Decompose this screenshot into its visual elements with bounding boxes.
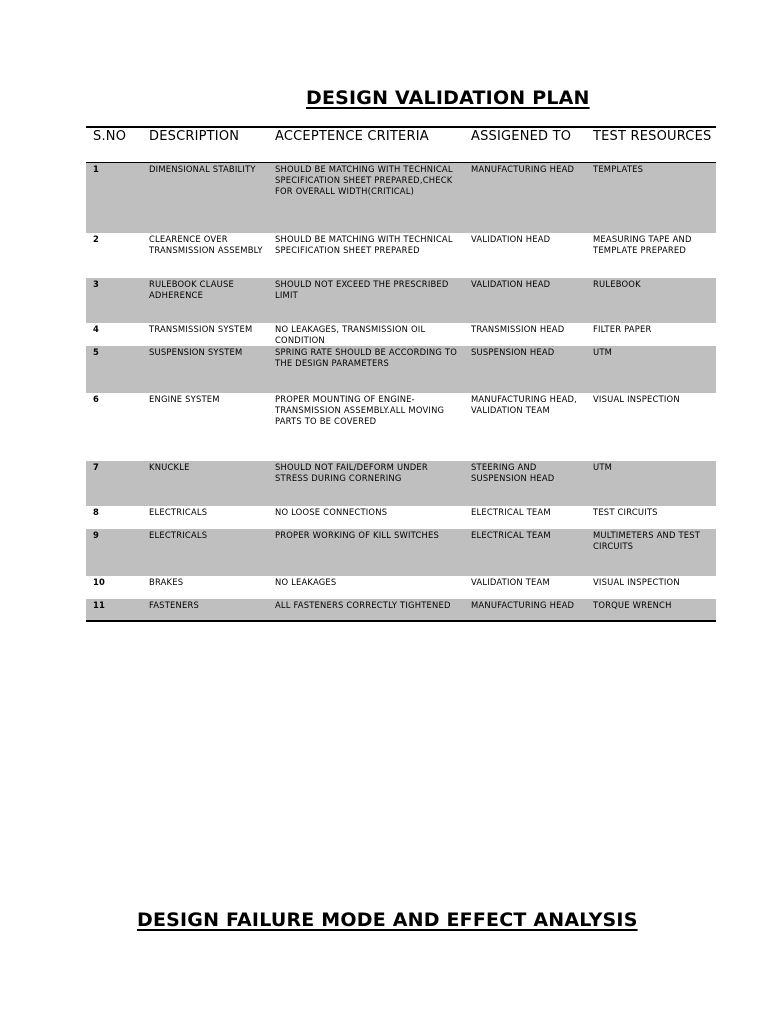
row-description: RULEBOOK CLAUSE ADHERENCE [142, 278, 268, 323]
row-test-resources: TEMPLATES [586, 163, 716, 233]
table-row [86, 506, 716, 529]
row-acceptance-criteria: SHOULD BE MATCHING WITH TECHNICAL SPECIFICATION SHEET PREPARED [275, 233, 453, 255]
row-assigned-to: ELECTRICAL TEAM [464, 529, 586, 576]
table-row [86, 233, 716, 278]
row-assigned-to: MANUFACTURING HEAD, VALIDATION TEAM [471, 393, 578, 415]
table-row [86, 393, 716, 461]
row-assigned-to: ELECTRICAL TEAM [471, 506, 551, 517]
row-description: SUSPENSION SYSTEM [142, 346, 268, 393]
row-test-resources: TORQUE WRENCH [586, 599, 716, 621]
row-assigned-to: VALIDATION HEAD [471, 233, 551, 244]
row-test-resources: UTM [586, 346, 716, 393]
row-acceptance-criteria: SHOULD NOT EXCEED THE PRESCRIBED LIMIT [268, 278, 464, 323]
row-description: ELECTRICALS [149, 506, 208, 517]
row-sno: 2 [93, 233, 100, 244]
row-sno: 9 [86, 529, 142, 576]
row-assigned-to: SUSPENSION HEAD [464, 346, 586, 393]
row-description: FASTENERS [142, 599, 268, 621]
row-sno: 8 [93, 506, 100, 517]
row-description: ELECTRICALS [142, 529, 268, 576]
row-sno: 5 [86, 346, 142, 393]
row-sno: 3 [86, 278, 142, 323]
row-sno: 10 [93, 576, 106, 587]
table-row [86, 529, 716, 576]
header-assigned-to: ASSIGENED TO [464, 127, 586, 163]
row-assigned-to: STEERING AND SUSPENSION HEAD [464, 461, 586, 506]
row-acceptance-criteria: PROPER WORKING OF KILL SWITCHES [268, 529, 464, 576]
table-row [86, 461, 716, 506]
row-description: ENGINE SYSTEM [149, 393, 220, 404]
row-test-resources: MULTIMETERS AND TEST CIRCUITS [586, 529, 716, 576]
row-test-resources: UTM [586, 461, 716, 506]
row-test-resources: VISUAL INSPECTION [593, 576, 680, 587]
row-sno: 6 [93, 393, 100, 404]
table-row [86, 163, 716, 233]
row-assigned-to: TRANSMISSION HEAD [471, 323, 565, 334]
row-test-resources: TEST CIRCUITS [593, 506, 658, 517]
row-acceptance-criteria: ALL FASTENERS CORRECTLY TIGHTENED [268, 599, 464, 621]
row-assigned-to: MANUFACTURING HEAD [464, 599, 586, 621]
row-description: TRANSMISSION SYSTEM [149, 323, 253, 334]
row-description: CLEARENCE OVER TRANSMISSION ASSEMBLY [149, 233, 263, 255]
table-row [86, 576, 716, 599]
table-row [86, 323, 716, 346]
table-header-row [86, 127, 716, 163]
row-acceptance-criteria: SHOULD NOT FAIL/DEFORM UNDER STRESS DURING CORNERING [268, 461, 464, 506]
table-row [86, 599, 716, 621]
row-acceptance-criteria: SPRING RATE SHOULD BE ACCORDING TO THE DESIGN PARAMETERS [268, 346, 464, 393]
row-sno: 1 [86, 163, 142, 233]
table-row [86, 346, 716, 393]
row-description: DIMENSIONAL STABILITY [142, 163, 268, 233]
row-description: BRAKES [149, 576, 184, 587]
row-test-resources: RULEBOOK [586, 278, 716, 323]
row-sno: 7 [86, 461, 142, 506]
header-sno: S.NO [86, 127, 142, 163]
row-assigned-to: VALIDATION HEAD [464, 278, 586, 323]
header-test-resources: TEST RESOURCES [586, 127, 716, 163]
row-assigned-to: MANUFACTURING HEAD [464, 163, 586, 233]
row-test-resources: MEASURING TAPE AND TEMPLATE PREPARED [593, 233, 692, 255]
page-title: DESIGN VALIDATION PLAN [306, 87, 590, 109]
row-description: KNUCKLE [142, 461, 268, 506]
header-description: DESCRIPTION [142, 127, 268, 163]
row-acceptance-criteria: NO LEAKAGES [275, 576, 337, 587]
row-test-resources: FILTER PAPER [593, 323, 652, 334]
row-acceptance-criteria: NO LEAKAGES, TRANSMISSION OIL CONDITION [275, 323, 426, 345]
row-acceptance-criteria: NO LOOSE CONNECTIONS [275, 506, 388, 517]
row-acceptance-criteria: SHOULD BE MATCHING WITH TECHNICAL SPECIFICATION SHEET PREPARED,CHECK FOR OVERALL WIDTH(CRITICAL) [268, 163, 464, 233]
row-test-resources: VISUAL INSPECTION [593, 393, 680, 404]
row-assigned-to: VALIDATION TEAM [471, 576, 550, 587]
validation-plan-table [86, 126, 716, 622]
row-sno: 4 [93, 323, 100, 334]
row-acceptance-criteria: PROPER MOUNTING OF ENGINE-TRANSMISSION ASSEMBLY.ALL MOVING PARTS TO BE COVERED [275, 393, 445, 426]
table-row [86, 278, 716, 323]
section-title: DESIGN FAILURE MODE AND EFFECT ANALYSIS [137, 909, 638, 931]
row-sno: 11 [86, 599, 142, 621]
header-acceptance-criteria: ACCEPTENCE CRITERIA [268, 127, 464, 163]
